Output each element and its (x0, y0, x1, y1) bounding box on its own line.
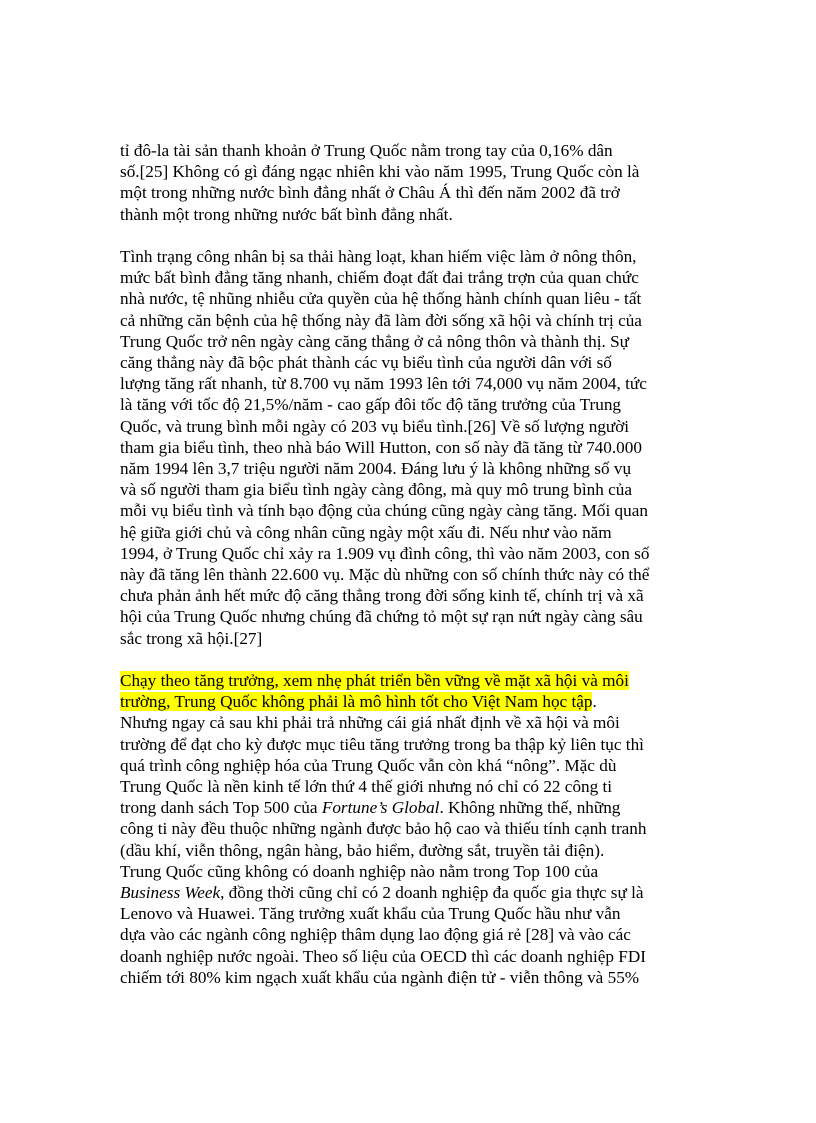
italic-publication-name: Business Week (120, 883, 221, 903)
text-line: năm 1994 lên 3,7 triệu người năm 2004. Đáng lưu ý là không những số vụ (120, 459, 632, 479)
text-fragment: . (592, 692, 597, 712)
text-line: cả những căn bệnh của hệ thống này đã làm đời sống xã hội và chính trị của (120, 310, 642, 330)
text-line: Trung Quốc cũng không có doanh nghiệp nào nằm trong Top 100 của (120, 861, 599, 881)
text-line: 1994, ở Trung Quốc chỉ xảy ra 1.909 vụ đình công, thì vào năm 2003, con số (120, 543, 650, 563)
text-line: này đã tăng lên thành 22.600 vụ. Mặc dù những con số chính thức này có thể (120, 565, 650, 585)
text-line: thành một trong những nước bất bình đẳng nhất. (120, 204, 453, 224)
text-line: số.[25] Không có gì đáng ngạc nhiên khi vào năm 1995, Trung Quốc còn là (120, 162, 640, 182)
text-line: trường để đạt cho kỳ được mục tiêu tăng trưởng trong ba thập kỷ liên tục thì (120, 734, 644, 754)
text-line: Quốc, và trung bình mỗi ngày có 203 vụ biểu tình.[26] Về số lượng người (120, 416, 630, 436)
text-line: một trong những nước bình đẳng nhất ở Châu Á thì đến năm 2002 đã trở (120, 183, 620, 203)
text-line: Lenovo và Huawei. Tăng trưởng xuất khẩu của Trung Quốc hầu như vẫn (120, 904, 621, 924)
text-line: Trung Quốc là nền kinh tế lớn thứ 4 thế giới nhưng nó chỉ có 22 công ti (120, 777, 613, 797)
text-line: chiếm tới 80% kim ngạch xuất khẩu của ngành điện tử - viễn thông và 55% (120, 967, 640, 987)
paragraph-inequality (120, 140, 700, 225)
paragraph-protests (120, 246, 700, 649)
text-line: sắc trong xã hội.[27] (120, 628, 263, 648)
text-line: hệ giữa giới chủ và công nhân cũng ngày một xấu đi. Nếu như vào năm (120, 522, 612, 542)
text-line: quá trình công nghiệp hóa của Trung Quốc vẫn còn khá “nông”. Mặc dù (120, 755, 617, 775)
text-line: tham gia biểu tình, theo nhà báo Will Hutton, con số này đã tăng từ 740.000 (120, 437, 642, 457)
document-page (120, 140, 700, 1009)
highlighted-text-line: Chạy theo tăng trưởng, xem nhẹ phát triển bền vững về mặt xã hội và môi (120, 671, 629, 691)
text-line: Nhưng ngay cả sau khi phải trả những cái giá nhất định về xã hội và môi (120, 713, 620, 733)
text-line: chưa phản ảnh hết mức độ căng thẳng trong đời sống kinh tế, chính trị và xã (120, 586, 644, 606)
text-fragment: . Không những thế, những (439, 798, 621, 818)
text-line: dựa vào các ngành công nghiệp thâm dụng lao động giá rẻ [28] và vào các (120, 925, 631, 945)
highlighted-text-line: trường, Trung Quốc không phải là mô hình tốt cho Việt Nam học tập (120, 692, 593, 712)
text-fragment: trong danh sách Top 500 của (120, 798, 322, 818)
text-line: tỉ đô-la tài sản thanh khoản ở Trung Quốc nằm trong tay của 0,16% dân (120, 141, 613, 160)
text-line: hội của Trung Quốc nhưng chúng đã chứng tỏ một sự rạn nứt ngày càng sâu (120, 607, 643, 627)
text-line: Trung Quốc trở nên ngày càng căng thẳng ở cả nông thôn và thành thị. Sự (120, 331, 629, 351)
text-line: công ti này đều thuộc những ngành được bảo hộ cao và thiếu tính cạnh tranh (120, 819, 647, 839)
text-line: là tăng với tốc độ 21,5%/năm - cao gấp đôi tốc độ tăng trưởng của Trung (120, 395, 622, 415)
italic-publication-name: Fortune’s Global (321, 798, 440, 818)
text-line: lượng tăng rất nhanh, từ 8.700 vụ năm 1993 lên tới 74,000 vụ năm 2004, tức (120, 374, 647, 394)
text-line: và số người tham gia biểu tình ngày càng đông, mà quy mô trung bình của (120, 480, 632, 500)
text-line: doanh nghiệp nước ngoài. Theo số liệu của OECD thì các doanh nghiệp FDI (120, 946, 646, 966)
text-line: mỗi vụ biểu tình và tính bạo động của chúng cũng ngày càng tăng. Mối quan (120, 501, 648, 521)
text-line: (dầu khí, viễn thông, ngân hàng, bảo hiểm, đường sắt, truyền tải điện). (120, 840, 605, 860)
text-line: mức bất bình đẳng tăng nhanh, chiếm đoạt đất đai trắng trợn của quan chức (120, 268, 639, 288)
text-line: nhà nước, tệ nhũng nhiễu cửa quyền của hệ thống hành chính quan liêu - tất (120, 289, 642, 309)
paragraph-industrialization (120, 670, 700, 988)
text-line: căng thẳng này đã bộc phát thành các vụ biểu tình của người dân với số (120, 353, 612, 373)
text-fragment: , đồng thời cũng chỉ có 2 doanh nghiệp đa quốc gia thực sự là (220, 883, 644, 903)
text-line: Tình trạng công nhân bị sa thải hàng loạt, khan hiếm việc làm ở nông thôn, (120, 247, 637, 266)
